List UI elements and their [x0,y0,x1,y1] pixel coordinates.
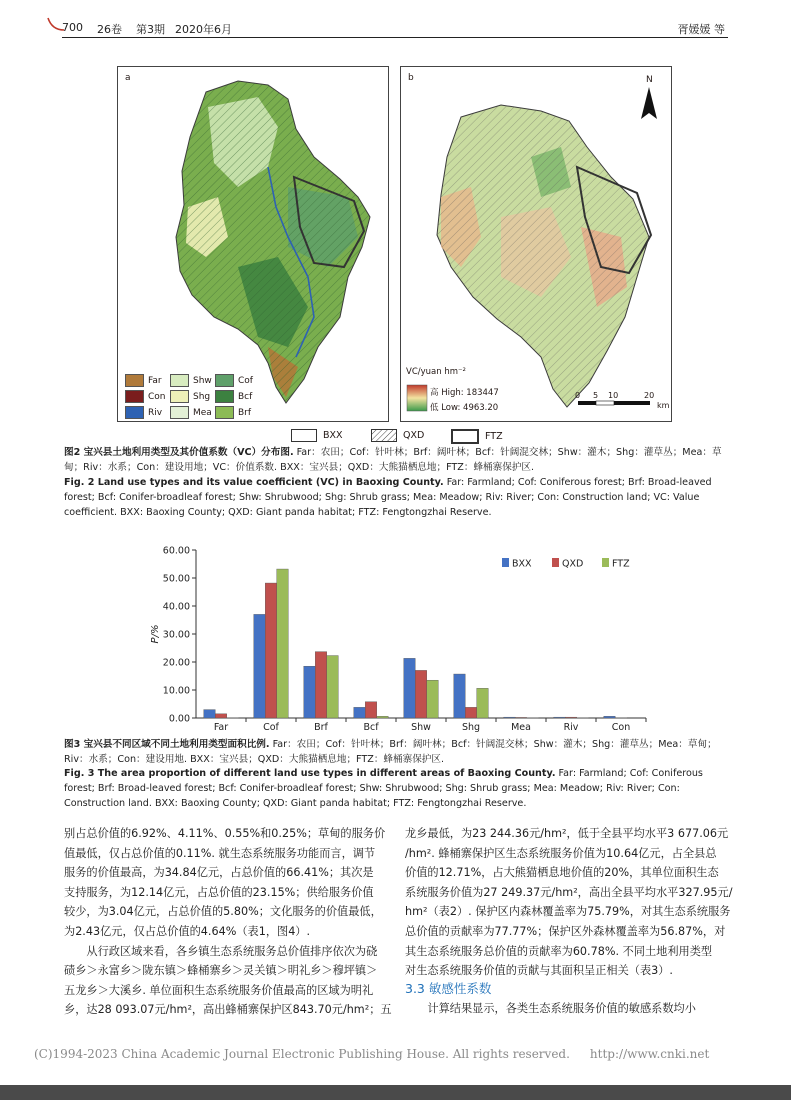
copyright-text: (C)1994-2023 China Academic Journal Electronic Publishing House. All rights reserved. [34,1047,570,1061]
scale-bar [578,401,650,405]
legend-swatch [125,390,144,403]
legend-label: Riv [148,407,163,418]
legend-label: Bcf [238,391,253,402]
map-panel-a [117,66,389,422]
area-proportion-bar-chart [140,538,660,736]
body-line: hm²（表2）. 保护区内森林覆盖率为75.79%，对其生态系统服务 [405,905,731,919]
running-header-left [62,21,232,37]
fig2-caption-cn [64,445,732,475]
y-tick-label: 60.00 [162,545,190,557]
footer-url[interactable]: http://www.cnki.net [589,1047,710,1061]
body-line: 价值的12.71%，占大熊猫栖息地价值的20%，其单位面积生态 [405,866,719,880]
bar-bxx-brf [304,666,316,718]
region-legend-bxx [291,429,343,442]
body-line: 乡，达28 093.07元/hm²，高出蜂桶寨保护区843.70元/hm²；五 [64,1003,392,1017]
legend-swatch-qxd [552,558,559,567]
body-line: 龙乡最低，为23 244.36元/hm²，低于全县平均水平3 677.06元 [405,827,729,840]
body-right-last-line: 计算结果显示，各类生态系统服务价值的敏感系数均小 [405,1002,696,1015]
y-axis-label: P/% [150,624,161,644]
fig2-caption-en-title: Fig. 2 Land use types and its value coefficient (VC) in Baoxing County. [64,477,444,488]
x-tick-label: Brf [314,722,328,733]
bar-qxd-brf [315,652,327,718]
bar-ftz-cof [277,569,289,718]
bar-bxx-con [604,716,616,718]
legend-con [125,390,166,403]
legend-swatch-ftz [602,558,609,567]
y-tick-label: 50.00 [162,573,190,585]
legend-shg [170,390,210,403]
section-title-3-3: 3.3 敏感性系数 [405,981,492,996]
bar-ftz-shw [427,680,439,718]
body-line: 碛乡＞永富乡＞陇东镇＞蜂桶寨乡＞灵关镇＞明礼乡＞穆坪镇＞ [64,964,378,978]
issue: 第3期 [136,23,165,36]
body-line: 较少，为3.04亿元，占总价值的5.80%；文化服务的价值最低， [64,905,382,919]
legend-label: Brf [238,407,252,418]
x-tick-label: Shw [411,722,431,733]
legend-swatch [215,374,234,387]
legend-label: Con [148,391,166,402]
legend-swatch-bxx [502,558,509,567]
bar-ftz-brf [327,656,339,718]
fig2-caption-en [64,475,732,520]
scale-tick-0: 0 [575,391,581,400]
scale-tick-10: 10 [608,391,619,400]
map-panel-b [400,66,672,422]
x-tick-label: Cof [263,722,279,733]
legend-bcf [215,390,252,403]
bar-qxd-far [215,714,227,718]
legend-swatch [125,406,144,419]
body-line: 五龙乡＞大溪乡. 单位面积生态系统服务价值最高的区域为明礼 [64,983,374,997]
bxx-label: BXX [323,430,343,441]
y-tick-label: 30.00 [162,629,190,641]
legend-label: Shg [193,391,211,402]
x-tick-label: Riv [563,722,579,733]
legend-label-qxd: QXD [562,558,584,570]
body-line: 系统服务价值为27 249.37元/hm²，高出全县平均水平327.95元/ [405,885,733,899]
x-tick-label: Shg [461,722,481,733]
body-line: 总价值的贡献率为77.77%；保护区外森林覆盖率为56.87%，对 [405,924,726,938]
scale-tick-20: 20 [644,391,655,400]
x-tick-label: Mea [511,722,531,733]
vc-legend-low: 低 Low: 4963.20 [430,403,499,413]
panel-b-label: b [408,73,414,83]
body-line: 别占总价值的6.92%、4.11%、0.55%和0.25%；草甸的服务价 [64,827,386,840]
x-tick-label: Far [213,722,229,733]
volume: 26卷 [97,23,122,36]
vc-legend-high: 高 High: 183447 [430,388,499,398]
fig3-caption-cn [64,737,732,767]
ftz-label: FTZ [485,431,503,442]
bar-ftz-bcf [377,716,389,718]
vc-legend-title: VC/yuan hm⁻² [406,367,466,377]
bar-bxx-mea [504,717,516,718]
y-tick-label: 10.00 [162,685,190,697]
bar-bxx-shg [454,674,466,718]
header-rule [62,37,728,38]
ftz-swatch [451,429,479,444]
bar-qxd-bcf [365,702,377,718]
legend-far [125,374,162,387]
north-arrow-icon [641,87,657,119]
legend-label: Shw [193,375,212,386]
body-line: 服务的价值最高，为34.84亿元，占总价值的66.41%；其次是 [64,866,374,880]
land-use-map [118,67,388,421]
legend-shw [170,374,212,387]
body-left-column [64,824,394,1020]
bar-bxx-shw [404,658,416,718]
bar-bxx-riv [554,717,566,718]
legend-mea [170,406,212,419]
body-line: /hm². 蜂桶寨保护区生态系统服务价值为10.64亿元，占全县总 [405,846,717,860]
y-tick-label: 20.00 [162,657,190,669]
legend-swatch [170,406,189,419]
publication-date: 2020年6月 [175,23,232,36]
legend-label: Far [148,375,162,386]
region-legend-ftz [451,429,503,444]
legend-swatch [170,390,189,403]
fig2-caption-en-body: Far: Farmland; Cof: Coniferous forest; Brf: Broad-leaved forest; Bcf: Conifer-broadleaf forest; Shw: Shrubwood; Shg: Shrub grass; Mea: Meadow; Riv: River; Con: Construction land; VC: Value coefficient. BXX: Baoxing County; QXD: Giant panda habitat; FTZ: Fengtongzhai Reserve. [64,477,712,518]
panel-a-label: a [125,73,131,83]
qxd-label: QXD [403,430,425,441]
body-line: 从行政区域来看，各乡镇生态系统服务总价值排序依次为硗 [64,944,378,958]
page-number: 700 [62,21,83,34]
body-line: 支持服务，为12.14亿元，占总价值的23.15%；供给服务价值 [64,885,374,899]
bxx-swatch [291,429,317,442]
y-tick-label: 40.00 [162,601,190,613]
bar-bxx-far [204,710,216,718]
x-tick-label: Bcf [363,722,379,733]
legend-swatch [125,374,144,387]
legend-label-ftz: FTZ [612,558,630,570]
scale-unit: km [657,401,670,410]
body-line: 其生态系统服务总价值的贡献率为60.78%. 不同土地利用类型 [405,944,713,958]
fig3-caption-en-body: Far: Farmland; Cof: Coniferous forest; Brf: Broad-leaved forest; Bcf: Conifer-broadleaf forest; Shw: Shrubwood; Shg: Shrub grass; Mea: Meadow; Riv: River; Con: Construction land. BXX: Baoxing County; QXD: Giant panda habitat; FTZ: Fengtongzhai Reserve. [64,768,703,809]
body-line: 为2.43亿元，仅占总价值的4.64%（表1，图4）. [64,924,311,938]
legend-label: Mea [193,407,212,418]
bar-qxd-riv [565,717,577,718]
bar-qxd-cof [265,583,277,718]
legend-swatch [215,406,234,419]
fig3-caption-en [64,766,732,811]
fig3-caption-cn-body: Far：农田；Cof：针叶林；Brf：阔叶林；Bcf：针阔混交林；Shw：灌木；Shg：灌草丛；Mea：草甸；Riv：水系；Con：建设用地. BXX：宝兴县；QXD：大熊猫栖息地；FTZ：蜂桶寨保护区. [64,739,717,765]
legend-swatch [215,390,234,403]
legend-brf [215,406,251,419]
body-right-column [405,824,740,981]
bar-bxx-bcf [354,707,366,718]
body-line: 值最低，仅占总价值的0.11%. 就生态系统服务功能而言，调节 [64,846,376,860]
running-header-authors: 胥媛媛 等 [677,23,725,36]
bottom-band [0,1085,791,1100]
north-label: N [646,75,653,85]
bar-ftz-shg [477,688,489,718]
body-line: 对生态系统服务价值的贡献与其面积呈正相关（表3）. [405,964,673,978]
copyright-footer [34,1047,709,1061]
y-tick-label: 0.00 [168,713,190,725]
bar-bxx-cof [254,614,266,718]
legend-label-bxx: BXX [512,558,532,570]
fig3-caption-en-title: Fig. 3 The area proportion of different land use types in different areas of Baoxing County. [64,768,556,779]
bar-qxd-mea [515,717,527,718]
bar-qxd-shg [465,707,477,718]
fig3-caption-cn-title: 图3 宝兴县不同区域不同土地利用类型面积比例. [64,739,270,750]
legend-cof [215,374,253,387]
region-legend-qxd [371,429,424,442]
x-tick-label: Con [611,722,631,733]
legend-label: Cof [238,375,253,386]
fig2-caption-cn-body: Far：农田；Cof：针叶林；Brf：阔叶林；Bcf：针阔混交林；Shw：灌木；Shg：灌草丛；Mea：草甸；Riv：水系；Con：建设用地；VC：价值系数. BXX：宝兴县；QXD：大熊猫栖息地；FTZ：蜂桶寨保护区. [64,447,722,473]
legend-swatch [170,374,189,387]
fig2-caption-cn-title: 图2 宝兴县土地利用类型及其价值系数（VC）分布图. [64,447,294,458]
scale-tick-5: 5 [593,391,599,400]
bar-qxd-shw [415,670,427,718]
legend-riv [125,406,162,419]
qxd-swatch [371,429,397,442]
